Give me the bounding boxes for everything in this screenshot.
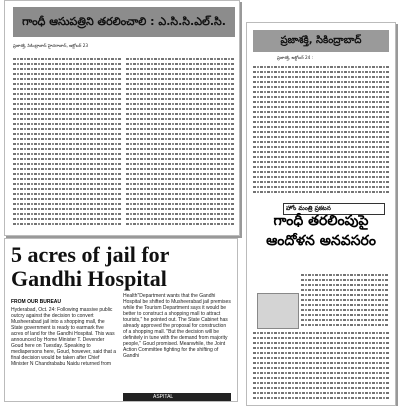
clip1-headline: గాంధీ ఆసుపత్రిని తరలించాలి : ఎ.సి.సి.ఎల్.సి.	[13, 7, 235, 37]
telugu-clipping-2	[246, 22, 396, 406]
clip2-dateline: ప్రజాశక్తి, అక్టోబర్ 24 :	[277, 55, 314, 60]
clip1-dateline: ప్రజాశక్తి, సికింద్రాబాద్ హైదరాబాద్, అక్టోబర్ 23	[13, 43, 89, 48]
clip2-big-headline: గాంధీ తరలింపుపై ఆందోళన అనవసరం	[266, 213, 376, 249]
clip2-column	[253, 63, 389, 199]
article-title: 5 acres of jail for Gandhi Hospital	[11, 242, 170, 291]
clip2-photo	[257, 293, 299, 329]
clip2-body-bottom	[253, 329, 389, 401]
english-clipping	[4, 238, 238, 402]
telugu-clipping-1	[4, 0, 240, 236]
clip2-body-mid	[301, 271, 389, 331]
article-column-2: Health"Department wants that the Gandhi Hospital be shifted to Musheerabad jail premises while the Tourism Department says it would be better to construct a shopping mall to attract tourists," he pointed out. The State Cabinet has already approved the proposal for construction of a shopping mall. "But the decision will be definitely in tune with the demand from majority people," Goud promised. Meanwhile, the Joint Action Committee fighting for the shifting of Gandhi	[123, 293, 231, 359]
article-column-1: Hyderabad, Oct. 24: Following massive public outcry against the decision to convert Musheerabad jail into a shopping mall, the State government is ready to earmark five acres of land for the Gandhi Hospital. This was announced by Home Minister T. Devender Goud here on Tuesday. Speaking to mediapersons here, Goud, however, said that a final decision would be taken after Chief Minister N Chandrababu Naidu returned from	[11, 307, 117, 367]
clip1-body	[13, 55, 235, 231]
clip2-kicker: హోం మంత్రి ప్రకటన	[283, 203, 385, 215]
clip1-column-2	[126, 55, 235, 231]
clip2-headline: ప్రజాశక్తి, సికింద్రాబాద్	[253, 30, 389, 52]
clip2-body-top	[253, 63, 389, 199]
article-bureau: FROM OUR BUREAU	[11, 299, 61, 305]
continued-bar: ASPITAL	[123, 393, 231, 401]
clip1-column-1	[13, 55, 122, 231]
